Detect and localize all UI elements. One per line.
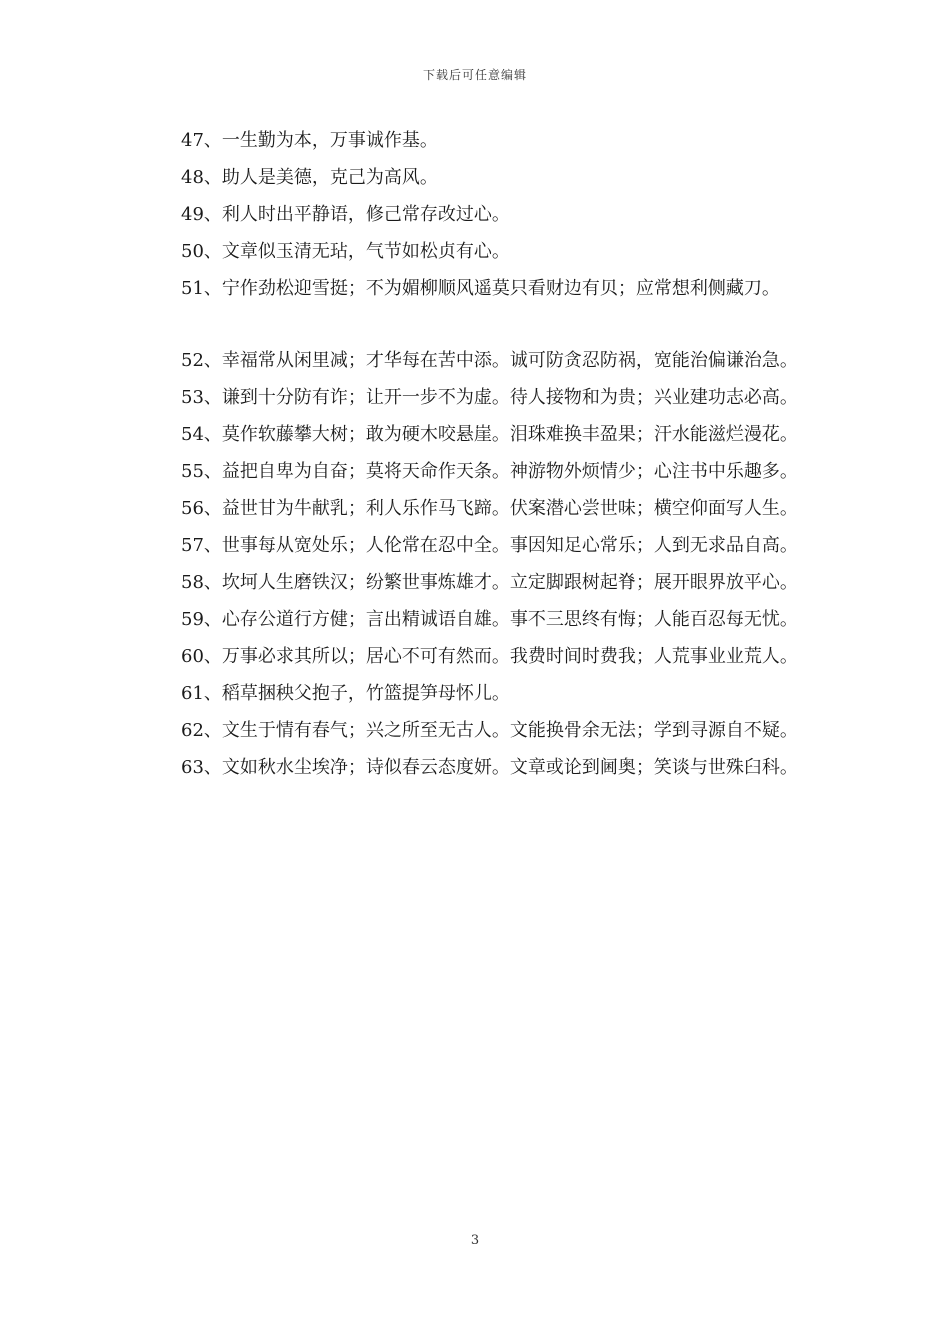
couplet-61: 61、稻草捆秧父抱子，竹篮提笋母怀儿。	[181, 683, 510, 704]
couplet-49: 49、利人时出平静语，修己常存改过心。	[181, 204, 510, 225]
couplet-53: 53、谦到十分防有诈；让开一步不为虚。待人接物和为贵；兴业建功志必高。	[181, 387, 798, 408]
couplet-52: 52、幸福常从闲里减；才华每在苦中添。诚可防贪忍防祸，宽能治偏谦治急。	[181, 350, 798, 371]
page-number: 3	[470, 1233, 480, 1248]
page-header: 下载后可任意编辑	[422, 68, 527, 82]
couplet-63: 63、文如秋水尘埃净；诗似春云态度妍。文章或论到阃奥；笑谈与世殊臼科。	[181, 757, 798, 778]
couplet-50: 50、文章似玉清无玷，气节如松贞有心。	[181, 241, 510, 262]
couplet-51: 51、宁作劲松迎雪挺；不为媚柳顺风遥莫只看财边有贝；应常想利侧藏刀。	[181, 278, 780, 299]
couplet-60: 60、万事必求其所以；居心不可有然而。我费时间时费我；人荒事业业荒人。	[181, 646, 798, 667]
couplet-62: 62、文生于情有春气；兴之所至无古人。文能换骨余无法；学到寻源自不疑。	[181, 720, 798, 741]
couplet-56: 56、益世甘为牛献乳；利人乐作马飞蹄。伏案潜心尝世味；横空仰面写人生。	[181, 498, 798, 519]
couplet-47: 47、一生勤为本，万事诚作基。	[181, 130, 438, 151]
document-body	[143, 122, 811, 786]
couplet-55: 55、益把自卑为自奋；莫将天命作天条。神游物外烦情少；心注书中乐趣多。	[181, 461, 798, 482]
couplet-48: 48、助人是美德，克己为高风。	[181, 167, 438, 188]
couplet-57: 57、世事每从宽处乐；人伦常在忍中全。事因知足心常乐；人到无求品自高。	[181, 535, 798, 556]
couplet-59: 59、心存公道行方健；言出精诚语自雄。事不三思终有悔；人能百忍每无忧。	[181, 609, 798, 630]
couplet-54: 54、莫作软藤攀大树；敢为硬木咬悬崖。泪珠难换丰盈果；汗水能滋烂漫花。	[181, 424, 798, 445]
couplet-58: 58、坎坷人生磨铁汉；纷繁世事炼雄才。立定脚跟树起脊；展开眼界放平心。	[181, 572, 798, 593]
